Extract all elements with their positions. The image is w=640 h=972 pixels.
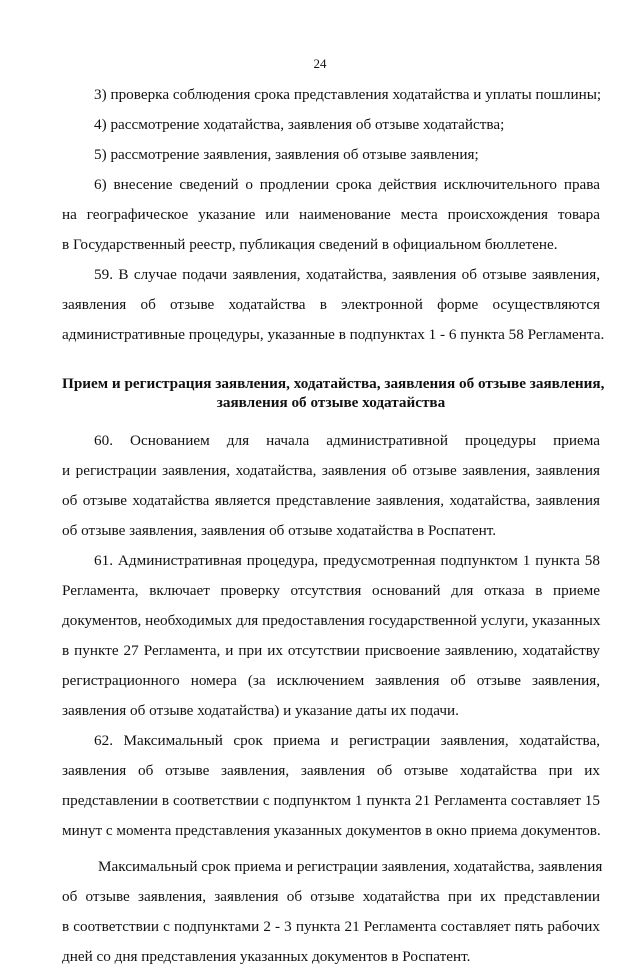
list-item-6	[62, 170, 600, 260]
list-item-4: 4) рассмотрение ходатайства, заявления об отзыве ходатайства;	[94, 116, 505, 133]
page-number: 24	[313, 56, 327, 71]
text-line: заявления об отзыве ходатайства) и указание даты их подачи.	[62, 702, 459, 719]
text-line: в соответствии с подпунктами 2 - 3 пункта 21 Регламента составляет пять рабочих	[62, 918, 600, 935]
text-line: минут с момента представления указанных документов в окно приема документов.	[62, 822, 601, 839]
paragraph-62-continued	[62, 852, 603, 972]
text-line: 61. Административная процедура, предусмотренная подпунктом 1 пункта 58	[94, 552, 600, 569]
paragraph-60	[62, 426, 600, 546]
list-item-5: 5) рассмотрение заявления, заявления об отзыве заявления;	[94, 146, 479, 163]
text-line: об отзыве заявления, заявления об отзыве ходатайства в Роспатент.	[62, 522, 497, 539]
text-line: об отзыве ходатайства является представление заявления, ходатайства, заявления	[62, 492, 600, 509]
heading-line: заявления об отзыве ходатайства	[216, 394, 446, 411]
paragraph-62	[62, 726, 600, 846]
text-line: в Государственный реестр, публикация сведений в официальном бюллетене.	[62, 236, 558, 253]
text-line: заявления об отзыве заявления, заявления об отзыве ходатайства при их	[62, 762, 600, 779]
text-line: регистрационного номера (за исключением заявления об отзыве заявления,	[62, 672, 600, 689]
text-line: 62. Максимальный срок приема и регистрации заявления, ходатайства,	[94, 732, 600, 749]
text-line: и регистрации заявления, ходатайства, заявления об отзыве заявления, заявления	[62, 462, 600, 479]
text-line: 59. В случае подачи заявления, ходатайства, заявления об отзыве заявления,	[94, 266, 600, 283]
text-line: Максимальный срок приема и регистрации заявления, ходатайства, заявления	[98, 858, 603, 875]
text-line: 60. Основанием для начала административной процедуры приема	[94, 432, 600, 449]
section-heading	[62, 374, 605, 412]
paragraph-61	[62, 546, 600, 726]
text-line: Регламента, включает проверку отсутствия оснований для отказа в приеме	[62, 582, 600, 599]
heading-line: Прием и регистрация заявления, ходатайства, заявления об отзыве заявления,	[62, 375, 605, 392]
text-line: административные процедуры, указанные в подпунктах 1 - 6 пункта 58 Регламента.	[62, 326, 605, 343]
text-line: 6) внесение сведений о продлении срока действия исключительного права	[94, 176, 600, 193]
document-body	[62, 80, 605, 972]
text-line: заявления об отзыве ходатайства в электронной форме осуществляются	[62, 296, 600, 313]
text-line: об отзыве заявления, заявления об отзыве ходатайства при их представлении	[62, 888, 600, 905]
text-line: на географическое указание или наименование места происхождения товара	[62, 206, 600, 223]
text-line: документов, необходимых для предоставления государственной услуги, указанных	[62, 612, 601, 629]
text-line: представлении в соответствии с подпунктом 1 пункта 21 Регламента составляет 15	[62, 792, 600, 809]
paragraph-59	[62, 260, 605, 350]
text-line: в пункте 27 Регламента, и при их отсутствии присвоение заявлению, ходатайству	[62, 642, 600, 659]
text-line: дней со дня представления указанных документов в Роспатент.	[62, 948, 471, 965]
list-item-3: 3) проверка соблюдения срока представления ходатайства и уплаты пошлины;	[94, 86, 602, 103]
